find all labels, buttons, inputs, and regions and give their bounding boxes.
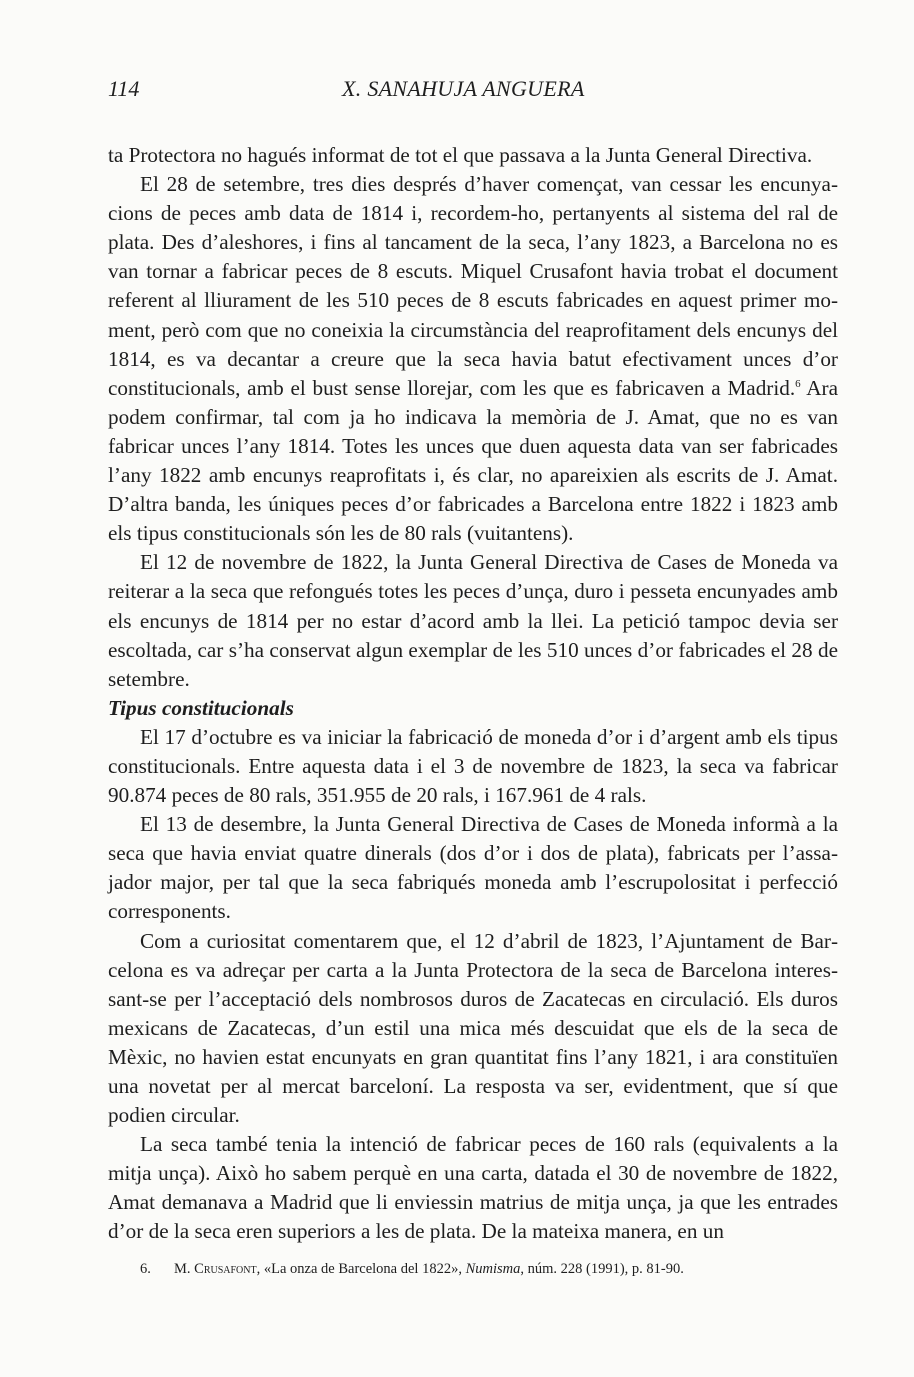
paragraph xyxy=(108,170,838,548)
paragraph: La seca també tenia la intenció de fabricar peces de 160 rals (equivalents a la mitja unça). Això ho sabem perquè en una carta, datada el 30 de novembre de 1822, Amat demanava a Madrid que li enviessin matrius de mitja unça, ja que les entrades d’or de la seca eren superiors a les de plata. De la mateixa manera, en un xyxy=(108,1132,838,1244)
running-head: X. SANAHUJA ANGUERA xyxy=(342,76,585,101)
paragraph-text: El 28 de setembre, tres dies després d’haver començat, van cessar les encunyacions de peces amb data de 1814 i, recordem-ho, pertanyents al sistema del ral de plata. Des d’aleshores, i fins al tancament de la seca, l’any 1823, a Barcelona no es van tornar a fabricar peces de 8 escuts. Miquel Crusafont havia trobat el document referent al lliurament de les 510 peces de 8 escuts fabricades en aquest primer moment, però com que no coneixia la circumstància del reaprofitament dels encunys del 1814, es va decantar a creure que la seca havia batut efectivament unces d’or constitucionals, amb el bust sense llorejar, com les que es fabricaven a Madrid. xyxy=(108,172,838,400)
footnote-details: , núm. 228 (1991), p. 81-90. xyxy=(520,1261,684,1277)
page-header xyxy=(108,76,838,106)
paragraph-text-continued: Ara podem confirmar, tal com ja ho indicava la memòria de J. Amat, que no es van fabricar unces l’any 1814. Totes les unces que duen aquesta data van ser fabricades l’any 1822 amb encunys reaprofitats i, és clar, no apareixien als escrits de J. Amat. D’altra banda, les úniques peces d’or fabricades a Barcelona entre 1822 i 1823 amb els tipus constitucionals són les de 80 rals (vuitantens). xyxy=(108,375,838,546)
footnote-title: , «La onza de Barcelona del 1822», xyxy=(256,1261,466,1277)
paragraph: El 17 d’octubre es va iniciar la fabricació de moneda d’or i d’argent amb els tipus constitucionals. Entre aquesta data i el 3 de novembre de 1823, la seca va fabricar 90.874 peces de 80 rals, 351.955 de 20 rals, i 167.961 de 4 rals. xyxy=(108,724,838,808)
paragraph: ta Protectora no hagués informat de tot el que passava a la Junta General Directiva. xyxy=(108,143,813,167)
footnote-author: M. Crusafont xyxy=(174,1261,257,1277)
footnote-journal: Numisma xyxy=(465,1261,521,1277)
section-heading: Tipus constitucionals xyxy=(108,695,294,720)
page-number: 114 xyxy=(108,76,140,101)
paragraph: El 13 de desembre, la Junta General Directiva de Cases de Moneda informà a la seca que havia enviat quatre dinerals (dos d’or i dos de plata), fabricats per l’assajador major, per tal que la seca fabriqués moneda amb l’escrupolositat i perfecció corresponents. xyxy=(108,812,838,924)
footnote xyxy=(140,1260,840,1278)
footnote-number: 6. xyxy=(140,1261,151,1277)
paragraph: Com a curiositat comentarem que, el 12 d’abril de 1823, l’Ajuntament de Barcelona es va adreçar per carta a la Junta Protectora de la seca de Barcelona interessant-se per l’acceptació dels nombrosos duros de Zacatecas en circulació. Els duros mexicans de Zacatecas, d’un estil una mica més descuidat que els de la seca de Mèxic, no havien estat encunyats en gran quantitat fins l’any 1821, i ara constituïen una novetat per al mercat barceloní. La resposta va ser, evidentment, que sí que podien circular. xyxy=(108,928,838,1128)
paragraph: El 12 de novembre de 1822, la Junta General Directiva de Cases de Moneda va reiterar a la seca que refongués totes les peces d’unça, duro i pesseta encunyades amb els encunys de 1814 per no estar d’acord amb la llei. La petició tampoc devia ser escoltada, car s’ha conservat algun exemplar de les 510 unces d’or fabricades el 28 de setembre. xyxy=(108,550,838,691)
footnote-reference[interactable]: 6 xyxy=(795,377,801,390)
body-text xyxy=(108,141,838,1247)
